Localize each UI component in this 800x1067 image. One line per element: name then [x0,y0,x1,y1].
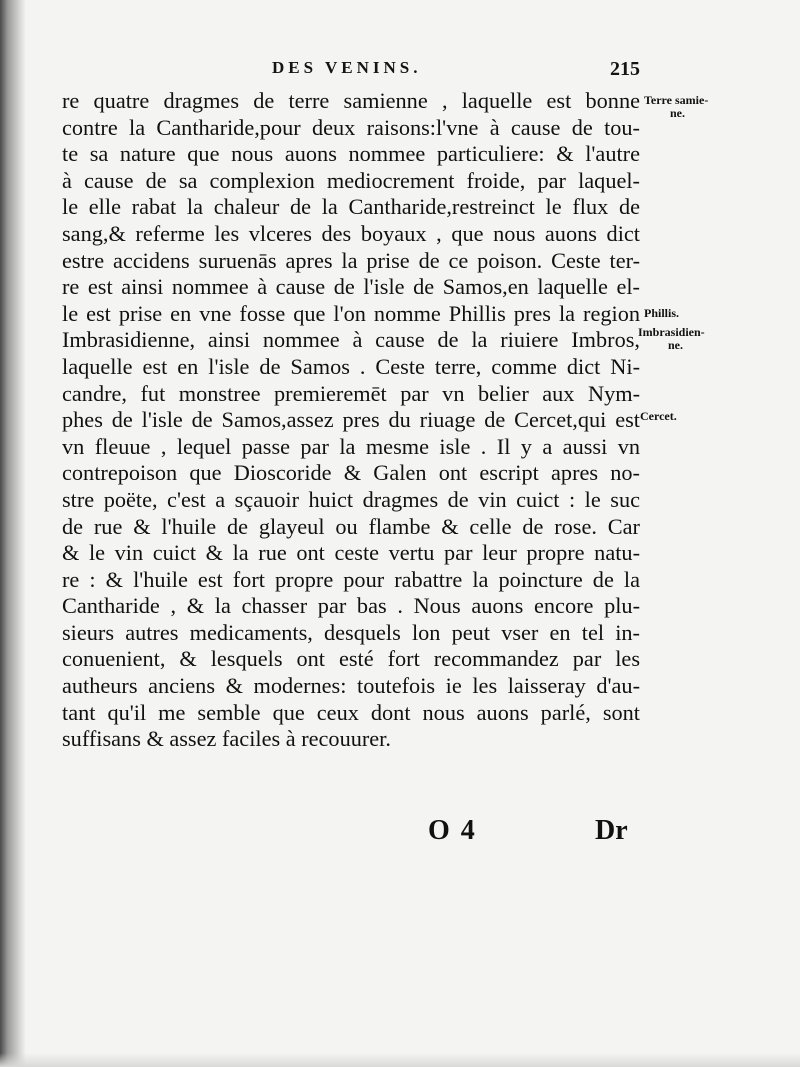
text-line: & le vin cuict & la rue ont ceste vertu par leur propre natu- [62,540,640,566]
text-line: à cause de sa complexion mediocrement froide, par laquel- [62,167,640,193]
text-line: Cantharide , & la chasser par bas . Nous auons encore plu- [62,593,640,619]
marginal-note-line: Imbrasidien- [638,325,705,339]
catchword: Dr [595,815,628,846]
page-header [60,58,640,88]
binding-shadow [0,0,26,1067]
text-line: Imbrasidienne, ainsi nommee à cause de la riuiere Imbros, [62,327,640,353]
running-title: DES VENINS. [272,58,422,77]
text-line: contre la Cantharide,pour deux raisons:l'vne à cause de tou- [62,114,640,140]
text-line: sieurs autres medicaments, desquels lon peut vser en tel in- [62,619,640,645]
text-line: le est prise en vne fosse que l'on nomme Phillis pres la region [62,300,640,326]
text-line: autheurs anciens & modernes: toutefois ie les laisseray d'au- [62,673,640,699]
text-line: laquelle est en l'isle de Samos . Ceste terre, comme dict Ni- [62,353,640,379]
text-line: tant qu'il me semble que ceux dont nous auons parlé, sont [62,699,640,725]
text-line: vn fleuue , lequel passe par la mesme isle . Il y a aussi vn [62,433,640,459]
text-line: candre, fut monstree premieremēt par vn belier aux Nym- [62,380,640,406]
text-line: stre poëte, c'est a sçauoir huict dragmes de vin cuict : le suc [62,486,640,512]
body-text [62,88,640,753]
text-line: estre accidens suruenās apres la prise de ce poison. Ceste ter- [62,247,640,273]
text-line: phes de l'isle de Samos,assez pres du riuage de Cercet,qui est [62,407,640,433]
text-line: de rue & l'huile de glayeul ou flambe & celle de rose. Car [62,513,640,539]
marginal-note-line: ne. [668,338,683,352]
text-line: re est ainsi nommee à cause de l'isle de Samos,en laquelle el- [62,274,640,300]
bleed-through-text [60,735,750,1035]
page-number: 215 [610,58,640,80]
marginal-note-imbrasidienne [638,326,705,352]
signature-mark: O 4 [428,815,477,846]
marginal-note-terre-samiene [644,94,708,120]
text-line: re quatre dragmes de terre samienne , laquelle est bonne [62,88,640,113]
text-line: re : & l'huile est fort propre pour rabattre la poincture de la [62,566,640,592]
text-line: contrepoison que Dioscoride & Galen ont escript apres no- [62,460,640,486]
page-bottom-edge [0,1053,800,1067]
marginal-note-line: ne. [670,106,685,120]
marginal-note-phillis: Phillis. [644,306,680,320]
text-line: suffisans & assez faciles à recouurer. [62,726,391,752]
marginal-note-cercet: Cercet. [640,409,677,423]
text-line: conuenient, & lesquels ont esté fort recommandez par les [62,646,640,672]
text-line: le elle rabat la chaleur de la Cantharide,restreinct le flux de [62,194,640,220]
text-line: te sa nature que nous auons nommee particuliere: & l'autre [62,141,640,167]
marginal-note-line: Terre samie- [644,93,709,107]
text-line: sang,& referme les vlceres des boyaux , que nous auons dict [62,220,640,246]
